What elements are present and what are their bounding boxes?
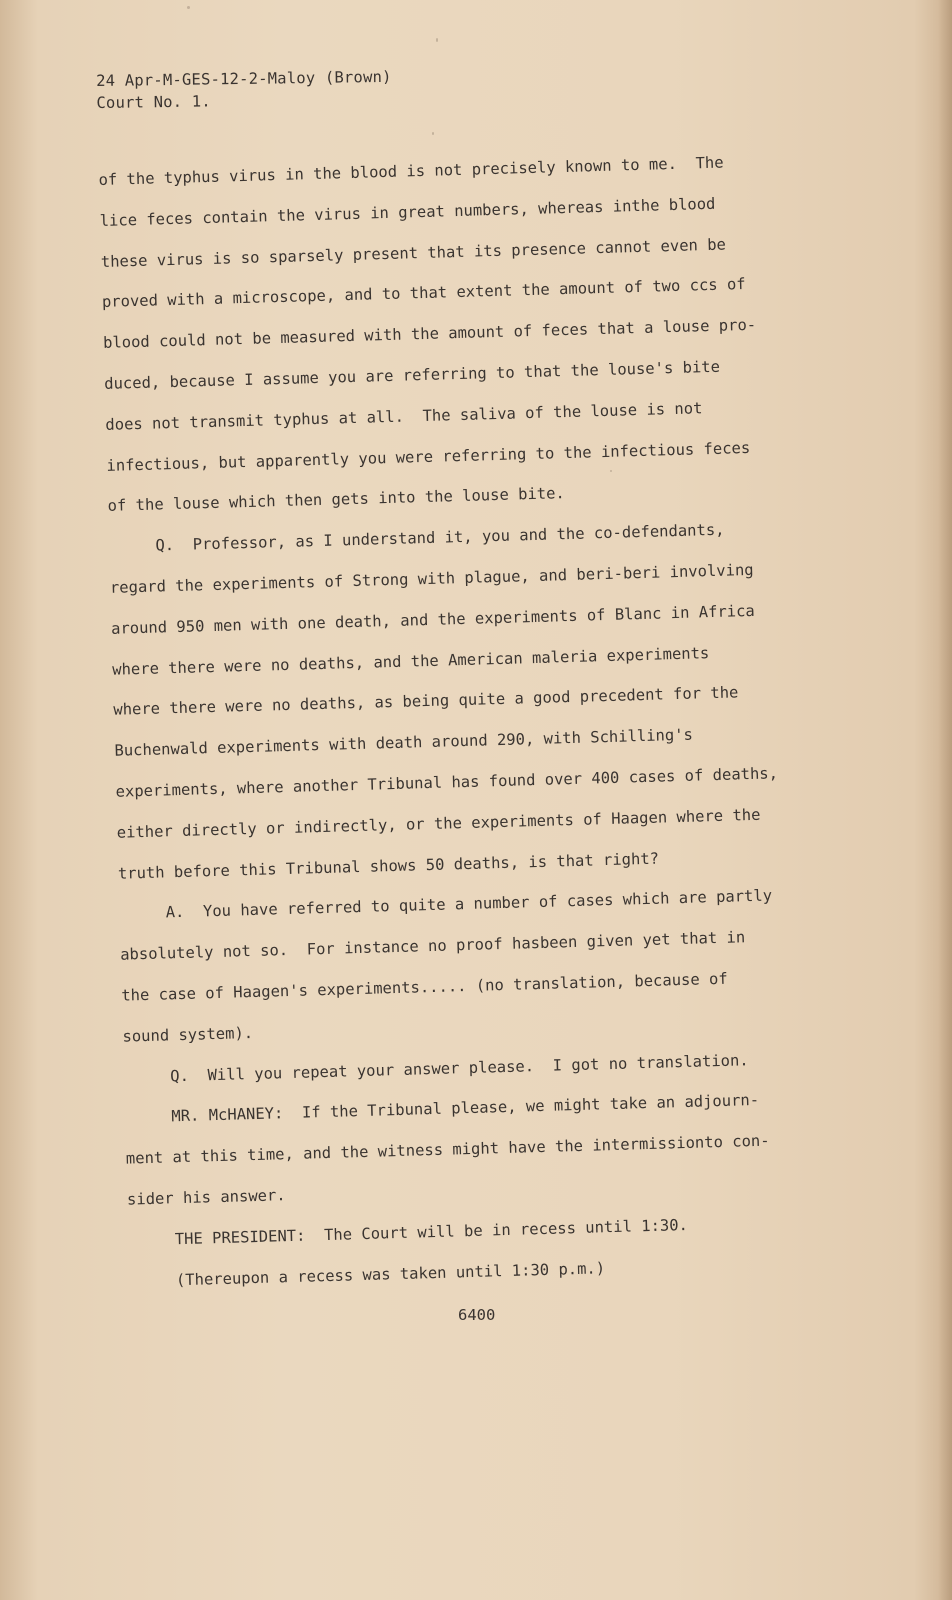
transcript-line: ment at this time, and the witness might have the intermissionto con- bbox=[125, 1131, 770, 1168]
transcript-line: the case of Haagen's experiments..... (no translation, because of bbox=[121, 969, 728, 1005]
transcript-line: Q. Will you repeat your answer please. I got no translation. bbox=[123, 1050, 749, 1087]
transcript-line: regard the experiments of Strong with plague, and beri-beri involving bbox=[109, 560, 754, 597]
transcript-line: around 950 men with one death, and the experiments of Blanc in Africa bbox=[110, 601, 755, 638]
header-case-reference: 24 Apr-M-GES-12-2-Maloy (Brown) bbox=[96, 67, 392, 90]
transcript-line: blood could not be measured with the amount of feces that a louse pro- bbox=[102, 315, 757, 353]
transcript-line: either directly or indirectly, or the experiments of Haagen where the bbox=[116, 805, 761, 842]
transcript-line: sound system). bbox=[122, 1023, 254, 1046]
transcript-line: of the typhus virus in the blood is not precisely known to me. The bbox=[98, 153, 724, 189]
transcript-body bbox=[98, 140, 860, 1302]
transcript-line: absolutely not so. For instance no proof hasbeen given yet that in bbox=[119, 928, 746, 964]
page-number: 6400 bbox=[458, 1306, 496, 1324]
paper-speck bbox=[432, 132, 434, 135]
transcript-line: sider his answer. bbox=[126, 1186, 286, 1209]
transcript-line: A. You have referred to quite a number of cases which are partly bbox=[118, 886, 773, 924]
transcript-line: Q. Professor, as I understand it, you and the co-defendants, bbox=[108, 520, 725, 557]
transcript-line: THE PRESIDENT: The Court will be in recess until 1:30. bbox=[127, 1215, 689, 1250]
transcript-line: where there were no deaths, and the American maleria experiments bbox=[111, 643, 710, 679]
header-court-number: Court No. 1. bbox=[96, 92, 211, 112]
paper-speck bbox=[436, 38, 438, 42]
transcript-line: lice feces contain the virus in great numbers, whereas inthe blood bbox=[99, 194, 716, 230]
transcript-line: infectious, but apparently you were referring to the infectious feces bbox=[106, 438, 751, 475]
transcript-line: truth before this Tribunal shows 50 deaths, is that right? bbox=[117, 849, 660, 883]
transcript-line: (Thereupon a recess was taken until 1:30 p.m.) bbox=[129, 1258, 606, 1291]
transcript-line: these virus is so sparsely present that its presence cannot even be bbox=[100, 235, 727, 271]
transcript-line: does not transmit typhus at all. The saliva of the louse is not bbox=[105, 399, 703, 434]
transcript-line: of the louse which then gets into the louse bite. bbox=[107, 484, 566, 516]
transcript-line: MR. McHANEY: If the Tribunal please, we might take an adjourn- bbox=[124, 1091, 760, 1127]
transcript-line: Buchenwald experiments with death around 290, with Schilling's bbox=[114, 725, 694, 760]
page-edge-shadow bbox=[938, 0, 952, 1600]
transcript-line: duced, because I assume you are referring to that the louse's bite bbox=[104, 357, 721, 393]
paper-speck bbox=[187, 6, 190, 9]
document-header bbox=[96, 66, 392, 114]
transcript-line: where there were no deaths, as being quite a good precedent for the bbox=[113, 683, 739, 720]
transcript-line: proved with a microscope, and to that extent the amount of two ccs of bbox=[101, 275, 746, 312]
transcript-line: experiments, where another Tribunal has found over 400 cases of deaths, bbox=[115, 764, 779, 801]
